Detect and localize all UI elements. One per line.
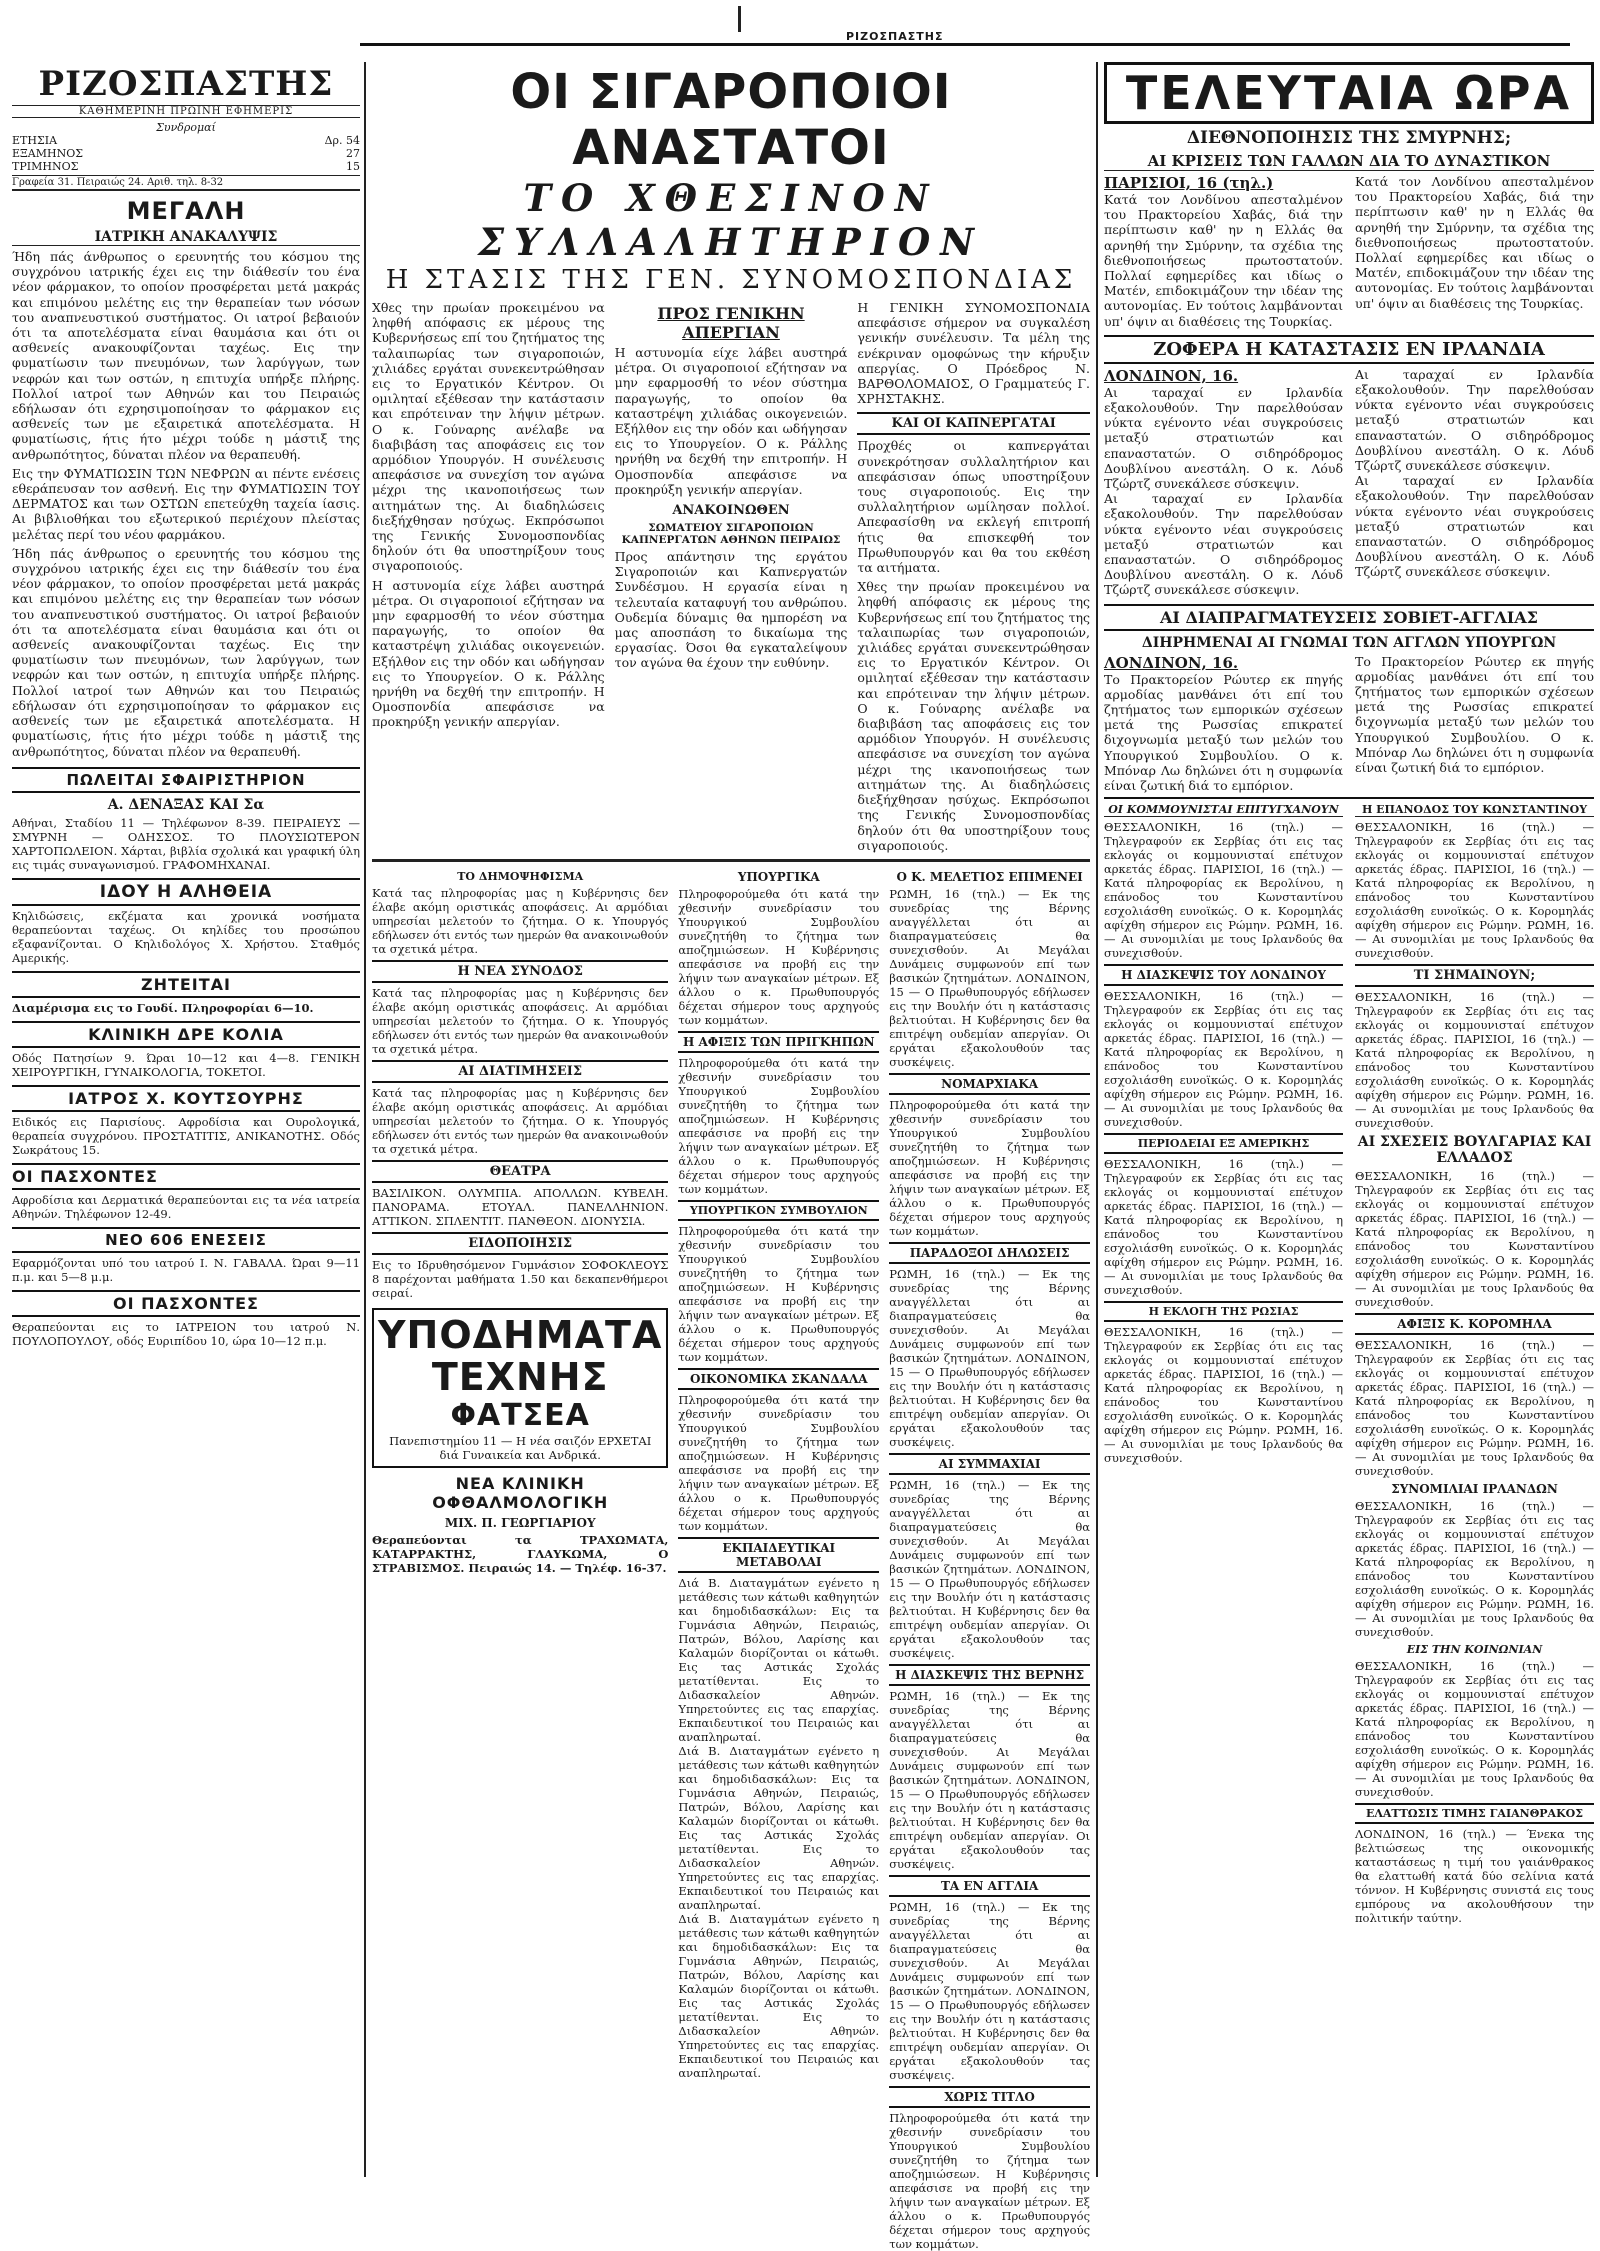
- right-column: [1104, 62, 1594, 2177]
- article-body: Εις την ΦΥΜΑΤΙΩΣΙΝ ΤΩΝ ΝΕΦΡΩΝ αι πέντε ενέσεις εθεράπευσαν τον ασθενή. Εις την ΦΥΜΑΤΙΩΣΙΝ ΤΟΥ ΔΕΡΜΑΤΟΣ και των ΟΣΤΩΝ επετεύχθη ταχεία ίασις. Αι βιβλιοθήκαι του εξωτερικού περιέχουν πλείστας μελέτας περί του νέου φαρμάκου.: [12, 465, 360, 542]
- subscription-row: ΕΞΑΜΗΝΟΣ 27: [12, 147, 360, 160]
- subscription-box: [12, 121, 360, 191]
- latest-news-banner: ΤΕΛΕΥΤΑΙΑ ΩΡΑ: [1104, 62, 1594, 124]
- running-head-bar: [360, 30, 1570, 44]
- ad-body: Ειδικός εις Παρισίους. Αφροδίσια και Ουρολογικά, θεραπεία συγχρόνου. ΠΡΟΣΤΑΤΙΤΙΣ, ΑΝΙΚΑΝΟΤΗΣ. Οδός Σωκράτους 15.: [12, 1114, 360, 1157]
- section-headline: ΑΙ ΣΧΕΣΕΙΣ ΒΟΥΛΓΑΡΙΑΣ ΚΑΙ ΕΛΛΑΔΟΣ: [1357, 1134, 1592, 1167]
- article-body: ΘΕΣΣΑΛΟΝΙΚΗ, 16 (τηλ.) — Τηλεγραφούν εκ Σερβίας ότι εις τας εκλογάς οι κομμουνισταί επέτυχον αρκετάς έδρας. ΠΑΡΙΣΙΟΙ, 16 (τηλ.) — Κατά πληροφορίας εκ Βερολίνου, η επάνοδος του Κωνσταντίνου εσχολιάσθη ευνοϊκώς. Ο κ. Κορομηλάς αφίχθη σήμερον εις Ρώμην. ΡΩΜΗ, 16. — Αι συνομιλίαι με τους Ιρλανδούς θα συνεχισθούν.: [1104, 1325, 1343, 1466]
- article-body: Κατά τας πληροφορίας μας η Κυβέρνησις δεν έλαβε ακόμη οριστικάς αποφάσεις. Αι αρμόδιαι υπηρεσίαι μελετούν το ζήτημα. Ο κ. Υπουργός εδήλωσεν ότι εντός των ημερών θα ανακοινωθούν τα σχετικά μέτρα.: [372, 985, 669, 1056]
- article-body: Αι ταραχαί εν Ιρλανδία εξακολουθούν. Την παρελθούσαν νύκτα εγένοντο νέαι συγκρούσεις μεταξύ στρατιωτών και επαναστατών. Ο σιδηρόδρομος Δουβλίνου ανεστάλη. Ο κ. Λόυδ Τζώρτζ συνεκάλεσε σύσκεψιν.: [1104, 384, 1343, 492]
- article-body: ΘΕΣΣΑΛΟΝΙΚΗ, 16 (τηλ.) — Τηλεγραφούν εκ Σερβίας ότι εις τας εκλογάς οι κομμουνισταί επέτυχον αρκετάς έδρας. ΠΑΡΙΣΙΟΙ, 16 (τηλ.) — Κατά πληροφορίας εκ Βερολίνου, η επάνοδος του Κωνσταντίνου εσχολιάσθη ευνοϊκώς. Ο κ. Κορομηλάς αφίχθη σήμερον εις Ρώμην. ΡΩΜΗ, 16. — Αι συνομιλίαι με τους Ιρλανδούς θα συνεχισθούν.: [1355, 1659, 1594, 1800]
- ad-headline: ΠΩΛΕΙΤΑΙ ΣΦΑΙΡΙΣΤΗΡΙΟΝ: [12, 767, 360, 793]
- section-subheadline: ΣΩΜΑΤΕΙΟΥ ΣΙΓΑΡΟΠΟΙΩΝ ΚΑΠΝΕΡΓΑΤΩΝ ΑΘΗΝΩΝ ΠΕΙΡΑΙΩΣ: [621, 522, 841, 547]
- article-body: Χθες την πρωίαν προκειμένου να ληφθή απόφασις εκ μέρους της Κυβερνήσεως επί του ζητήματος της ταλαιπωρίας των σιγαροποιών, χιλιάδες εργάται συνεκεντρώθησαν εις το Εργατικόν Κέντρον. Οι ομιληταί εξέθεσαν την κατάστασιν και επρότειναν την λήψιν μέτρων. Ο κ. Γούναρης ανέλαβε να διαβιβάση τας αποφάσεις εις τον αρμόδιον Υπουργόν. Η συνέλευσις απεφάσισε να συνεχίση τον αγώνα μέχρι της ικανοποιήσεως των αιτημάτων της. Αι διαδηλώσεις διεξήχθησαν ησύχως. Εκπρόσωποι της Γενικής Συνομοσπονδίας δηλούν ότι θα υποστηρίξουν τους σιγαροποιούς.: [857, 579, 1091, 853]
- article-body: ΘΕΣΣΑΛΟΝΙΚΗ, 16 (τηλ.) — Τηλεγραφούν εκ Σερβίας ότι εις τας εκλογάς οι κομμουνισταί επέτυχον αρκετάς έδρας. ΠΑΡΙΣΙΟΙ, 16 (τηλ.) — Κατά πληροφορίας εκ Βερολίνου, η επάνοδος του Κωνσταντίνου εσχολιάσθη ευνοϊκώς. Ο κ. Κορομηλάς αφίχθη σήμερον εις Ρώμην. ΡΩΜΗ, 16. — Αι συνομιλίαι με τους Ιρλανδούς θα συνεχισθούν.: [1355, 1169, 1594, 1310]
- article-body: Πληροφορούμεθα ότι κατά την χθεσινήν συνεδρίασιν του Υπουργικού Συμβουλίου συνεζητήθη το ζήτημα των αποζημιώσεων. Η Κυβέρνησις απεφάσισε να προβή εις την λήψιν των αναγκαίων μέτρων. Εξ άλλου ο κ. Πρωθυπουργός δέχεται σήμερον τους αρχηγούς των κομμάτων.: [889, 1097, 1091, 1238]
- section-divider: [372, 859, 1090, 862]
- center-column: [372, 62, 1091, 2251]
- article-headline: ΜΕΓΑΛΗ: [126, 197, 246, 225]
- ad-headline: ΟΙ ΠΑΣΧΟΝΤΕΣ: [12, 1163, 360, 1190]
- section-headline: ΥΠΟΥΡΓΙΚΟΝ ΣΥΜΒΟΥΛΙΟΝ: [678, 1200, 879, 1221]
- theatre-listing: ΒΑΣΙΛΙΚΟΝ. ΟΛΥΜΠΙΑ. ΑΠΟΛΛΩΝ. ΚΥΒΕΛΗ. ΠΑΝΟΡΑΜΑ. ΕΤΟΥΑΛ. ΠΑΝΕΛΛΗΝΙΟΝ. ΑΤΤΙΚΟΝ. ΣΠΛΕΝΤΙΤ. ΠΑΝΘΕΟΝ. ΔΙΟΝΥΣΙΑ.: [372, 1185, 669, 1228]
- subscription-row: ΤΡΙΜΗΝΟΣ 15: [12, 160, 360, 173]
- ad-headline: ΟΙ ΠΑΣΧΟΝΤΕΣ: [12, 1290, 360, 1317]
- ad-headline: ΝΕΟ 606 ΕΝΕΣΕΙΣ: [12, 1227, 360, 1253]
- section-headline: ΧΩΡΙΣ ΤΙΤΛΟ: [889, 2086, 1090, 2108]
- bottom-news-columns: [1104, 797, 1594, 1925]
- section-headline: ΟΙ ΚΟΜΜΟΥΝΙΣΤΑΙ ΕΠΙΤΥΓΧΑΝΟΥΝ: [1104, 803, 1343, 817]
- ad-headline: ΦΑΤΣΕΑ: [450, 1397, 590, 1433]
- ad-headline: ΙΑΤΡΟΣ Χ. ΚΟΥΤΣΟΥΡΗΣ: [12, 1085, 360, 1112]
- ad-body: Διαμέρισμα εις το Γουδί. Πληροφορίαι 6—10.: [12, 1000, 314, 1015]
- ad-body: Κηλιδώσεις, εκζέματα και χρονικά νοσήματα θεραπεύονται ταχέως. Οι κηλίδες του προσώπου εξαφανίζονται. Ο Κηλιδολόγος Χ. Χρήστου. Σταθμός Αμερικής.: [12, 908, 360, 965]
- section-headline: ΤΙ ΣΗΜΑΙΝΟΥΝ;: [1355, 964, 1594, 987]
- ad-body: Αφροδίσια και Δερματικά θεραπεύονται εις τα νέα ιατρεία Αθηνών. Τηλέφωνον 12-49.: [12, 1192, 360, 1221]
- article-body: Κατά τας πληροφορίας μας η Κυβέρνησις δεν έλαβε ακόμη οριστικάς αποφάσεις. Αι αρμόδιαι υπηρεσίαι μελετούν το ζήτημα. Ο κ. Υπουργός εδήλωσεν ότι εντός των ημερών θα ανακοινωθούν τα σχετικά μέτρα.: [372, 1085, 669, 1156]
- shoe-advertisement: [372, 1308, 668, 1468]
- section-subheadline: ΑΙ ΚΡΙΣΕΙΣ ΤΩΝ ΓΑΛΛΩΝ ΔΙΑ ΤΟ ΔΥΝΑΣΤΙΚΟΝ: [1104, 152, 1594, 171]
- newspaper-logo: ΡΙΖΟΣΠΑΣΤΗΣ: [38, 64, 334, 104]
- article-body: Η αστυνομία είχε λάβει αυστηρά μέτρα. Οι σιγαροποιοί εζήτησαν να μην εφαρμοσθή το νέον σύστημα παραγωγής, το οποίον θα καταστρέψη χιλιάδας οικογενειών. Εξήλθον εις την οδόν και ωδήγησαν εις το Υπουργείον. Ο κ. Ράλλης ηρνήθη να δεχθή την επιτροπήν. Η Ομοσπονδία απεφάσισε να προκηρύξη γενικήν απεργίαν.: [372, 577, 605, 730]
- article-body: ΘΕΣΣΑΛΟΝΙΚΗ, 16 (τηλ.) — Τηλεγραφούν εκ Σερβίας ότι εις τας εκλογάς οι κομμουνισταί επέτυχον αρκετάς έδρας. ΠΑΡΙΣΙΟΙ, 16 (τηλ.) — Κατά πληροφορίας εκ Βερολίνου, η επάνοδος του Κωνσταντίνου εσχολιάσθη ευνοϊκώς. Ο κ. Κορομηλάς αφίχθη σήμερον εις Ρώμην. ΡΩΜΗ, 16. — Αι συνομιλίαι με τους Ιρλανδούς θα συνεχισθούν.: [1104, 820, 1343, 961]
- section-headline: ΔΙΕΘΝΟΠΟΙΗΣΙΣ ΤΗΣ ΣΜΥΡΝΗΣ;: [1186, 128, 1512, 148]
- section-headline: ΝΟΜΑΡΧΙΑΚΑ: [889, 1073, 1090, 1095]
- news-columns: [372, 866, 1090, 2251]
- section-headline: Η ΔΙΑΣΚΕΨΙΣ ΤΗΣ ΒΕΡΝΗΣ: [889, 1664, 1090, 1686]
- ad-body: Εφαρμόζονται υπό του ιατρού Ι. Ν. ΓΑΒΑΛΑ. Ώραι 9—11 π.μ. και 5—8 μ.μ.: [12, 1255, 360, 1284]
- main-headline: ΟΙ ΣΙΓΑΡΟΠΟΙΟΙ ΑΝΑΣΤΑΤΟΙ: [510, 64, 952, 176]
- section-headline: ΑΙ ΣΥΜΜΑΧΙΑΙ: [889, 1453, 1090, 1475]
- page-top-mark: [738, 6, 741, 32]
- ad-body: Οδός Πατησίων 9. Ώραι 10—12 και 4—8. ΓΕΝΙΚΗ ΧΕΙΡΟΥΡΓΙΚΗ, ΓΥΝΑΙΚΟΛΟΓΙΑ, ΤΟΚΕΤΟΙ.: [12, 1050, 360, 1079]
- dateline: ΛΟΝΔΙΝΟΝ, 16.: [1104, 366, 1239, 385]
- section-headline: Ο Κ. ΜΕΛΕΤΙΟΣ ΕΠΙΜΕΝΕΙ: [896, 869, 1083, 884]
- article-body: Εις το Ιδρυθησόμενον Γυμνάσιον ΣΟΦΟΚΛΕΟΥΣ 8 παρέχονται μαθήματα 1.50 και δεκαπενθήμεροι σειραί.: [372, 1257, 669, 1300]
- section-headline: ΣΥΝΟΜΙΛΙΑΙ ΙΡΛΑΝΔΩΝ: [1391, 1482, 1558, 1497]
- article-body: Ήδη πάς άνθρωπος ο ερευνητής του κόσμου της συγχρόνου ιατρικής έχει εις την διάθεσίν του ένα νέον φάρμακον, το οποίον προσφέρεται μετά μακράς και επιμόνου μελέτης εις την θεραπείαν των νόσων του αναπνευστικού συστήματος. Οι ιατροί βεβαιούν ότι τα αποτελέσματα είναι θαυμάσια και ότι οι ασθενείς ανακουφίζονται ταχέως. Εις την φυματίωσιν των πνευμόνων, των λαρύγγων, των νεφρών και των οστών, η επιτυχία υπήρξε πλήρης. Πολλοί ιατροί των Αθηνών και του Πειραιώς εδήλωσαν ότι εχρησιμοποίησαν το φάρμακον εις ασθενείς των με εξαιρετικά αποτελέσματα. Η φυματίωσις, ήτις ήτο μέχρι τούδε η μάστιξ της ανθρωπότητος, δύναται πλέον να θεραπευθή.: [12, 249, 360, 462]
- article-body: Πληροφορούμεθα ότι κατά την χθεσινήν συνεδρίασιν του Υπουργικού Συμβουλίου συνεζητήθη το ζήτημα των αποζημιώσεων. Η Κυβέρνησις απεφάσισε να προβή εις την λήψιν των αναγκαίων μέτρων. Εξ άλλου ο κ. Πρωθυπουργός δέχεται σήμερον τους αρχηγούς των κομμάτων.: [678, 1223, 880, 1364]
- section-headline: ΠΑΡΑΔΟΞΟΙ ΔΗΛΩΣΕΙΣ: [889, 1242, 1090, 1264]
- article-body: Αι ταραχαί εν Ιρλανδία εξακολουθούν. Την παρελθούσαν νύκτα εγένοντο νέαι συγκρούσεις μεταξύ στρατιωτών και επαναστατών. Ο σιδηρόδρομος Δουβλίνου ανεστάλη. Ο κ. Λόυδ Τζώρτζ συνεκάλεσε σύσκεψιν.: [1104, 491, 1343, 598]
- section-headline: ΕΛΑΤΤΩΣΙΣ ΤΙΜΗΣ ΓΑΙΑΝΘΡΑΚΟΣ: [1355, 1803, 1594, 1824]
- section-headline: ΑΦΙΞΙΣ Κ. ΚΟΡΟΜΗΛΑ: [1355, 1313, 1594, 1335]
- section-headline: ΠΕΡΙΟΔΕΙΑΙ ΕΞ ΑΜΕΡΙΚΗΣ: [1104, 1133, 1343, 1154]
- article-body: Προς απάντησιν της εργάτου Σιγαροποιών και Καπνεργατών Συνδέσμου. Η εργασία είναι η τελευταία καταφυγή του ανθρώπου. Ουδεμία δύναμις θα ημπορέση να μας αποσπάση το δικαίωμα της εργασίας. Όσοι θα εγκαταλείψουν τον αγώνα θα έχουν την ευθύνην.: [614, 549, 848, 671]
- article-body: Το Πρακτορείον Ρώυτερ εκ πηγής αρμοδίας μανθάνει ότι επί του ζητήματος των εμπορικών σχέσεων μετά της Ρωσσίας επικρατεί διχογνωμία μεταξύ των μελών του Υπουργικού Συμβουλίου. Ο κ. Μπόναρ Λω δηλώνει ότι η συμφωνία είναι ζωτική διά το εμπόριον.: [1355, 653, 1594, 776]
- subscription-row: ΕΤΗΣΙΑ Δρ. 54: [12, 134, 360, 147]
- article-body: ΘΕΣΣΑΛΟΝΙΚΗ, 16 (τηλ.) — Τηλεγραφούν εκ Σερβίας ότι εις τας εκλογάς οι κομμουνισταί επέτυχον αρκετάς έδρας. ΠΑΡΙΣΙΟΙ, 16 (τηλ.) — Κατά πληροφορίας εκ Βερολίνου, η επάνοδος του Κωνσταντίνου εσχολιάσθη ευνοϊκώς. Ο κ. Κορομηλάς αφίχθη σήμερον εις Ρώμην. ΡΩΜΗ, 16. — Αι συνομιλίαι με τους Ιρλανδούς θα συνεχισθούν.: [1104, 1157, 1343, 1298]
- running-head: ΡΙΖΟΣΠΑΣΤΗΣ: [840, 30, 949, 43]
- section-headline: ΑΙ ΔΙΑΠΡΑΓΜΑΤΕΥΣΕΙΣ ΣΟΒΙΕΤ-ΑΓΓΛΙΑΣ: [1104, 604, 1594, 631]
- office-address: Γραφεία 31. Πειραιώς 24. Αριθ. τηλ. 8-32: [12, 175, 360, 191]
- ad-subheadline: Α. ΔΕΝΑΞΑΣ ΚΑΙ Σα: [107, 796, 265, 813]
- article-body: Πληροφορούμεθα ότι κατά την χθεσινήν συνεδρίασιν του Υπουργικού Συμβουλίου συνεζητήθη το ζήτημα των αποζημιώσεων. Η Κυβέρνησις απεφάσισε να προβή εις την λήψιν των αναγκαίων μέτρων. Εξ άλλου ο κ. Πρωθυπουργός δέχεται σήμερον τους αρχηγούς των κομμάτων.: [889, 2110, 1091, 2251]
- ad-body: Πανεπιστημίου 11 — Η νέα σαιζόν ΕΡΧΕΤΑΙ διά Γυναικεία και Ανδρικά.: [389, 1433, 652, 1462]
- ad-body: Θεραπεύονται τα ΤΡΑΧΩΜΑΤΑ, ΚΑΤΑΡΡΑΚΤΗΣ, ΓΛΑΥΚΩΜΑ, Ο ΣΤΡΑΒΙΣΜΟΣ. Πειραιώς 14. — Τηλέφ. 16-37.: [372, 1532, 669, 1575]
- article-body: ΡΩΜΗ, 16 (τηλ.) — Εκ της συνεδρίας της Βέρνης αναγγέλλεται ότι αι διαπραγματεύσεις θα συνεχισθούν. Αι Μεγάλαι Δυνάμεις συμφωνούν επί των βασικών ζητημάτων. ΛΟΝΔΙΝΟΝ, 15 — Ο Πρωθυπουργός εδήλωσεν εις την Βουλήν ότι η κατάστασις βελτιούται. Η Κυβέρνησις δεν θα επιτρέψη ουδεμίαν απεργίαν. Οι εργάται εξακολουθούν τας συσκέψεις.: [889, 1688, 1091, 1871]
- section-headline: Η ΔΙΑΣΚΕΨΙΣ ΤΟΥ ΛΟΝΔΙΝΟΥ: [1104, 964, 1343, 986]
- article-body: ΘΕΣΣΑΛΟΝΙΚΗ, 16 (τηλ.) — Τηλεγραφούν εκ Σερβίας ότι εις τας εκλογάς οι κομμουνισταί επέτυχον αρκετάς έδρας. ΠΑΡΙΣΙΟΙ, 16 (τηλ.) — Κατά πληροφορίας εκ Βερολίνου, η επάνοδος του Κωνσταντίνου εσχολιάσθη ευνοϊκώς. Ο κ. Κορομηλάς αφίχθη σήμερον εις Ρώμην. ΡΩΜΗ, 16. — Αι συνομιλίαι με τους Ιρλανδούς θα συνεχισθούν.: [1355, 990, 1594, 1131]
- section-headline: ΤΟ ΔΗΜΟΨΗΦΙΣΜΑ: [457, 869, 584, 883]
- article-body: ΡΩΜΗ, 16 (τηλ.) — Εκ της συνεδρίας της Βέρνης αναγγέλλεται ότι αι διαπραγματεύσεις θα συνεχισθούν. Αι Μεγάλαι Δυνάμεις συμφωνούν επί των βασικών ζητημάτων. ΛΟΝΔΙΝΟΝ, 15 — Ο Πρωθυπουργός εδήλωσεν εις την Βουλήν ότι η κατάστασις βελτιούται. Η Κυβέρνησις δεν θα επιτρέψη ουδεμίαν απεργίαν. Οι εργάται εξακολουθούν τας συσκέψεις.: [889, 1477, 1091, 1660]
- article-body: Ήδη πάς άνθρωπος ο ερευνητής του κόσμου της συγχρόνου ιατρικής έχει εις την διάθεσίν του ένα νέον φάρμακον, το οποίον προσφέρεται μετά μακράς και επιμόνου μελέτης εις την θεραπείαν των νόσων του αναπνευστικού συστήματος. Οι ιατροί βεβαιούν ότι τα αποτελέσματα είναι θαυμάσια και ότι οι ασθενείς ανακουφίζονται ταχέως. Εις την φυματίωσιν των πνευμόνων, των λαρύγγων, των νεφρών και των οστών, η επιτυχία υπήρξε πλήρης. Πολλοί ιατροί των Αθηνών και του Πειραιώς εδήλωσαν ότι εχρησιμοποίησαν το φάρμακον εις ασθενείς των με εξαιρετικά αποτελέσματα. Η φυματίωσις, ήτις ήτο μέχρι τούδε η μάστιξ της ανθρωπότητος, δύναται πλέον να θεραπευθή.: [12, 545, 360, 759]
- article-body: Προχθές οι καπνεργάται συνεκρότησαν συλλαλητήριον και απεφάσισαν όπως υποστηρίξουν τους σιγαροποιούς. Εις την συλλαλητήριον ωμίλησαν πολλοί. Απεφασίσθη να εκλεγή επιτροπή ήτις θα επισκεφθή τον Πρωθυπουργόν και θα του εκθέση τα αιτήματα.: [857, 438, 1091, 576]
- section-headline: ΕΙΔΟΠΟΙΗΣΙΣ: [372, 1232, 668, 1255]
- article-body: Η ΓΕΝΙΚΗ ΣΥΝΟΜΟΣΠΟΝΔΙΑ απεφάσισε σήμερον να συγκαλέση γενικήν συνέλευσιν. Τα μέλη της ενέκριναν ομοφώνως την κήρυξιν απεργίας. Ο Πρόεδρος Ν. ΒΑΡΘΟΛΟΜΑΙΟΣ, Ο Γραμματεύς Γ. ΧΡΗΣΤΑΚΗΣ.: [857, 300, 1091, 407]
- soviet-columns: [1104, 654, 1594, 794]
- article-body: Αι ταραχαί εν Ιρλανδία εξακολουθούν. Την παρελθούσαν νύκτα εγένοντο νέαι συγκρούσεις μεταξύ στρατιωτών και επαναστατών. Ο σιδηρόδρομος Δουβλίνου ανεστάλη. Ο κ. Λόυδ Τζώρτζ συνεκάλεσε σύσκεψιν.: [1355, 366, 1594, 474]
- main-subheadline-2: Η ΣΤΑΣΙΣ ΤΗΣ ΓΕΝ. ΣΥΝΟΜΟΣΠΟΝΔΙΑΣ: [385, 265, 1077, 295]
- section-headline: ΚΑΙ ΟΙ ΚΑΠΝΕΡΓΑΤΑΙ: [857, 412, 1090, 435]
- article-body: Κατά τον Λονδίνου απεσταλμένον του Πρακτορείου Χαβάς, διά την περίπτωσιν καθ' ην η Ελλάς θα αρνηθή την Σμύρνην, τα σχέδια της διεθνοποιήσεως πρωτοστατούν. Πολλαί εφημερίδες και ιδίως ο Ματέν, επιδοκιμάζουν την ιδέαν της αυτονομίας. Εν τούτοις λαμβάνονται υπ' όψιν αι διαθέσεις της Τουρκίας.: [1355, 174, 1594, 311]
- section-headline: Η ΝΕΑ ΣΥΝΟΔΟΣ: [372, 960, 668, 983]
- article-body: ΘΕΣΣΑΛΟΝΙΚΗ, 16 (τηλ.) — Τηλεγραφούν εκ Σερβίας ότι εις τας εκλογάς οι κομμουνισταί επέτυχον αρκετάς έδρας. ΠΑΡΙΣΙΟΙ, 16 (τηλ.) — Κατά πληροφορίας εκ Βερολίνου, η επάνοδος του Κωνσταντίνου εσχολιάσθη ευνοϊκώς. Ο κ. Κορομηλάς αφίχθη σήμερον εις Ρώμην. ΡΩΜΗ, 16. — Αι συνομιλίαι με τους Ιρλανδούς θα συνεχισθούν.: [1355, 1338, 1594, 1479]
- ad-headline: ΖΗΤΕΙΤΑΙ: [12, 971, 360, 998]
- column-rule-2: [1096, 62, 1098, 2177]
- article-body: Πληροφορούμεθα ότι κατά την χθεσινήν συνεδρίασιν του Υπουργικού Συμβουλίου συνεζητήθη το ζήτημα των αποζημιώσεων. Η Κυβέρνησις απεφάσισε να προβή εις την λήψιν των αναγκαίων μέτρων. Εξ άλλου ο κ. Πρωθυπουργός δέχεται σήμερον τους αρχηγούς των κομμάτων.: [678, 1055, 880, 1196]
- article-body: Διά Β. Διαταγμάτων εγένετο η μετάθεσις των κάτωθι καθηγητών και δημοδιδασκάλων: Εις τα Γυμνάσια Αθηνών, Πειραιώς, Πατρών, Βόλου, Λαρίσης και Καλαμών διορίζονται οι κάτωθι. Εις τας Αστικάς Σχολάς μετατίθενται. Εις το Διδασκαλείον Αθηνών. Υπηρετούντες εις τας επαρχίας. Εκπαιδευτικοί του Πειραιώς και αναπληρωταί.: [678, 1575, 880, 1744]
- article-body: Κατά τας πληροφορίας μας η Κυβέρνησις δεν έλαβε ακόμη οριστικάς αποφάσεις. Αι αρμόδιαι υπηρεσίαι μελετούν το ζήτημα. Ο κ. Υπουργός εδήλωσεν ότι εντός των ημερών θα ανακοινωθούν τα σχετικά μέτρα.: [372, 885, 669, 956]
- article-body: ΘΕΣΣΑΛΟΝΙΚΗ, 16 (τηλ.) — Τηλεγραφούν εκ Σερβίας ότι εις τας εκλογάς οι κομμουνισταί επέτυχον αρκετάς έδρας. ΠΑΡΙΣΙΟΙ, 16 (τηλ.) — Κατά πληροφορίας εκ Βερολίνου, η επάνοδος του Κωνσταντίνου εσχολιάσθη ευνοϊκώς. Ο κ. Κορομηλάς αφίχθη σήμερον εις Ρώμην. ΡΩΜΗ, 16. — Αι συνομιλίαι με τους Ιρλανδούς θα συνεχισθούν.: [1104, 989, 1343, 1130]
- left-column: [12, 62, 360, 2177]
- article-body: ΡΩΜΗ, 16 (τηλ.) — Εκ της συνεδρίας της Βέρνης αναγγέλλεται ότι αι διαπραγματεύσεις θα συνεχισθούν. Αι Μεγάλαι Δυνάμεις συμφωνούν επί των βασικών ζητημάτων. ΛΟΝΔΙΝΟΝ, 15 — Ο Πρωθυπουργός εδήλωσεν εις την Βουλήν ότι η κατάστασις βελτιούται. Η Κυβέρνησις δεν θα επιτρέψη ουδεμίαν απεργίαν. Οι εργάται εξακολουθούν τας συσκέψεις.: [889, 886, 1091, 1069]
- dateline: ΛΟΝΔΙΝΟΝ, 16.: [1104, 653, 1239, 672]
- article-body: Πληροφορούμεθα ότι κατά την χθεσινήν συνεδρίασιν του Υπουργικού Συμβουλίου συνεζητήθη το ζήτημα των αποζημιώσεων. Η Κυβέρνησις απεφάσισε να προβή εις την λήψιν των αναγκαίων μέτρων. Εξ άλλου ο κ. Πρωθυπουργός δέχεται σήμερον τους αρχηγούς των κομμάτων.: [678, 886, 880, 1027]
- article-body: Χθες την πρωίαν προκειμένου να ληφθή απόφασις εκ μέρους της Κυβερνήσεως επί του ζητήματος της ταλαιπωρίας των σιγαροποιών, χιλιάδες εργάται συνεκεντρώθησαν εις το Εργατικόν Κέντρον. Οι ομιληταί εξέθεσαν την κατάστασιν και επρότειναν την λήψιν μέτρων. Ο κ. Γούναρης ανέλαβε να διαβιβάση τας αποφάσεις εις τον αρμόδιον Υπουργόν. Η συνέλευσις απεφάσισε να συνεχίση τον αγώνα μέχρι της ικανοποιήσεως των αιτημάτων της. Αι διαδηλώσεις διεξήχθησαν ησύχως. Εκπρόσωποι της Γενικής Συνομοσπονδίας δηλούν ότι θα υποστηρίξουν τους σιγαροποιούς.: [372, 300, 605, 574]
- section-headline: ΟΙΚΟΝΟΜΙΚΑ ΣΚΑΝΔΑΛΑ: [678, 1368, 879, 1390]
- article-body: Κατά τον Λονδίνου απεσταλμένον του Πρακτορείου Χαβάς, διά την περίπτωσιν καθ' ην η Ελλάς θα αρνηθή την Σμύρνην, τα σχέδια της διεθνοποιήσεως πρωτοστατούν. Πολλαί εφημερίδες και ιδίως ο Ματέν, επιδοκιμάζουν την ιδέαν της αυτονομίας. Εν τούτοις λαμβάνονται υπ' όψιν αι διαθέσεις της Τουρκίας.: [1104, 192, 1343, 329]
- article-body: Διά Β. Διαταγμάτων εγένετο η μετάθεσις των κάτωθι καθηγητών και δημοδιδασκάλων: Εις τα Γυμνάσια Αθηνών, Πειραιώς, Πατρών, Βόλου, Λαρίσης και Καλαμών διορίζονται οι κάτωθι. Εις τας Αστικάς Σχολάς μετατίθενται. Εις το Διδασκαλείον Αθηνών. Υπηρετούντες εις τας επαρχίας. Εκπαιδευτικοί του Πειραιώς και αναπληρωταί.: [678, 1743, 880, 1912]
- lead-story-columns: [372, 300, 1090, 853]
- article-body: ΘΕΣΣΑΛΟΝΙΚΗ, 16 (τηλ.) — Τηλεγραφούν εκ Σερβίας ότι εις τας εκλογάς οι κομμουνισταί επέτυχον αρκετάς έδρας. ΠΑΡΙΣΙΟΙ, 16 (τηλ.) — Κατά πληροφορίας εκ Βερολίνου, η επάνοδος του Κωνσταντίνου εσχολιάσθη ευνοϊκώς. Ο κ. Κορομηλάς αφίχθη σήμερον εις Ρώμην. ΡΩΜΗ, 16. — Αι συνομιλίαι με τους Ιρλανδούς θα συνεχισθούν.: [1355, 820, 1594, 961]
- ad-headline: ΝΕΑ ΚΛΙΝΙΚΗ ΟΦΘΑΛΜΟΛΟΓΙΚΗ: [432, 1473, 609, 1512]
- article-body: Το Πρακτορείον Ρώυτερ εκ πηγής αρμοδίας μανθάνει ότι επί του ζητήματος των εμπορικών σχέσεων μετά της Ρωσσίας επικρατεί διχογνωμία μεταξύ των μελών του Υπουργικού Συμβουλίου. Ο κ. Μπόναρ Λω δηλώνει ότι η συμφωνία είναι ζωτική διά το εμπόριον.: [1104, 671, 1343, 794]
- section-headline: ΑΙ ΔΙΑΤΙΜΗΣΕΙΣ: [372, 1060, 668, 1083]
- main-subheadline: ΤΟ ΧΘΕΣΙΝΟΝ ΣΥΛΛΑΛΗΤΗΡΙΟΝ: [477, 176, 985, 264]
- section-headline: Η ΕΚΛΟΓΗ ΤΗΣ ΡΩΣΙΑΣ: [1104, 1301, 1343, 1322]
- ad-headline: ΚΛΙΝΙΚΗ ΔΡΕ ΚΟΛΙΑ: [12, 1021, 360, 1048]
- article-body: ΘΕΣΣΑΛΟΝΙΚΗ, 16 (τηλ.) — Τηλεγραφούν εκ Σερβίας ότι εις τας εκλογάς οι κομμουνισταί επέτυχον αρκετάς έδρας. ΠΑΡΙΣΙΟΙ, 16 (τηλ.) — Κατά πληροφορίας εκ Βερολίνου, η επάνοδος του Κωνσταντίνου εσχολιάσθη ευνοϊκώς. Ο κ. Κορομηλάς αφίχθη σήμερον εις Ρώμην. ΡΩΜΗ, 16. — Αι συνομιλίαι με τους Ιρλανδούς θα συνεχισθούν.: [1355, 1499, 1594, 1640]
- ireland-columns: [1104, 367, 1594, 598]
- ad-headline: ΤΕΧΝΗΣ: [431, 1354, 609, 1399]
- subscription-label: Συνδρομαί: [156, 121, 216, 134]
- section-headline: ΠΡΟΣ ΓΕΝΙΚΗΝ ΑΠΕΡΓΙΑΝ: [657, 304, 805, 342]
- article-body: ΡΩΜΗ, 16 (τηλ.) — Εκ της συνεδρίας της Βέρνης αναγγέλλεται ότι αι διαπραγματεύσεις θα συνεχισθούν. Αι Μεγάλαι Δυνάμεις συμφωνούν επί των βασικών ζητημάτων. ΛΟΝΔΙΝΟΝ, 15 — Ο Πρωθυπουργός εδήλωσεν εις την Βουλήν ότι η κατάστασις βελτιούται. Η Κυβέρνησις δεν θα επιτρέψη ουδεμίαν απεργίαν. Οι εργάται εξακολουθούν τας συσκέψεις.: [889, 1899, 1091, 2082]
- ad-subheadline: ΜΙΧ. Π. ΓΕΩΡΓΙΑΡΙΟΥ: [444, 1515, 596, 1530]
- column-rule-1: [364, 62, 366, 2177]
- dateline: ΠΑΡΙΣΙΟΙ, 16 (τηλ.): [1104, 174, 1274, 192]
- article-body: Αι ταραχαί εν Ιρλανδία εξακολουθούν. Την παρελθούσαν νύκτα εγένοντο νέαι συγκρούσεις μεταξύ στρατιωτών και επαναστατών. Ο σιδηρόδρομος Δουβλίνου ανεστάλη. Ο κ. Λόυδ Τζώρτζ συνεκάλεσε σύσκεψιν.: [1355, 473, 1594, 580]
- article-body: ΡΩΜΗ, 16 (τηλ.) — Εκ της συνεδρίας της Βέρνης αναγγέλλεται ότι αι διαπραγματεύσεις θα συνεχισθούν. Αι Μεγάλαι Δυνάμεις συμφωνούν επί των βασικών ζητημάτων. ΛΟΝΔΙΝΟΝ, 15 — Ο Πρωθυπουργός εδήλωσεν εις την Βουλήν ότι η κατάστασις βελτιούται. Η Κυβέρνησις δεν θα επιτρέψη ουδεμίαν απεργίαν. Οι εργάται εξακολουθούν τας συσκέψεις.: [889, 1266, 1091, 1449]
- article-body: ΛΟΝΔΙΝΟΝ, 16 (τηλ.) — Ένεκα της βελτιώσεως της οικονομικής καταστάσεως η τιμή του γαιάνθρακος θα ελαττωθή κατά δύο σελίνια κατά τόννον. Η Κυβέρνησις συνιστά εις τους εμπόρους να ακολουθήσουν την πολιτικήν ταύτην.: [1355, 1827, 1594, 1926]
- section-headline: ΖΟΦΕΡΑ Η ΚΑΤΑΣΤΑΣΙΣ ΕΝ ΙΡΛΑΝΔΙΑ: [1104, 335, 1594, 364]
- ad-body: Θεραπεύονται εις το ΙΑΤΡΕΙΟΝ του ιατρού Ν. ΠΟΥΛΟΠΟΥΛΟΥ, οδός Ευριπίδου 10, ώρα 10—12 π.μ.: [12, 1319, 360, 1348]
- newspaper-tagline: ΚΑΘΗΜΕΡΙΝΗ ΠΡΩΙΝΗ ΕΦΗΜΕΡΙΣ: [12, 105, 360, 118]
- section-headline: ΕΚΠΑΙΔΕΥΤΙΚΑΙ ΜΕΤΑΒΟΛΑΙ: [678, 1537, 879, 1573]
- section-headline: ΑΝΑΚΟΙΝΩΘΕΝ: [672, 503, 790, 519]
- section-headline: ΘΕΑΤΡΑ: [372, 1160, 668, 1183]
- section-headline: ΕΙΣ ΤΗΝ ΚΟΙΝΩΝΙΑΝ: [1406, 1643, 1543, 1657]
- section-headline: ΥΠΟΥΡΓΙΚΑ: [737, 869, 820, 884]
- section-headline: Η ΑΦΙΞΙΣ ΤΩΝ ΠΡΙΓΚΗΠΩΝ: [678, 1031, 879, 1053]
- article-subheadline: ΙΑΤΡΙΚΗ ΑΝΑΚΑΛΥΨΙΣ: [12, 229, 360, 246]
- section-subheadline: ΔΙΗΡΗΜΕΝΑΙ ΑΙ ΓΝΩΜΑΙ ΤΩΝ ΑΓΓΛΩΝ ΥΠΟΥΡΓΩΝ: [1141, 634, 1557, 651]
- section-headline: ΤΑ ΕΝ ΑΓΓΛΙΑ: [889, 1875, 1090, 1897]
- article-body: Πληροφορούμεθα ότι κατά την χθεσινήν συνεδρίασιν του Υπουργικού Συμβουλίου συνεζητήθη το ζήτημα των αποζημιώσεων. Η Κυβέρνησις απεφάσισε να προβή εις την λήψιν των αναγκαίων μέτρων. Εξ άλλου ο κ. Πρωθυπουργός δέχεται σήμερον τους αρχηγούς των κομμάτων.: [678, 1392, 880, 1533]
- article-body: Η αστυνομία είχε λάβει αυστηρά μέτρα. Οι σιγαροποιοί εζήτησαν να μην εφαρμοσθή το νέον σύστημα παραγωγής, το οποίον θα καταστρέψη χιλιάδας οικογενειών. Εξήλθον εις την οδόν και ωδήγησαν εις το Υπουργείον. Ο κ. Ράλλης ηρνήθη να δεχθή την επιτροπήν. Η Ομοσπονδία απεφάσισε να προκηρύξη γενικήν απεργίαν.: [614, 345, 848, 497]
- article-body: Διά Β. Διαταγμάτων εγένετο η μετάθεσις των κάτωθι καθηγητών και δημοδιδασκάλων: Εις τα Γυμνάσια Αθηνών, Πειραιώς, Πατρών, Βόλου, Λαρίσης και Καλαμών διορίζονται οι κάτωθι. Εις τας Αστικάς Σχολάς μετατίθενται. Εις το Διδασκαλείον Αθηνών. Υπηρετούντες εις τας επαρχίας. Εκπαιδευτικοί του Πειραιώς και αναπληρωταί.: [678, 1911, 880, 2080]
- ad-headline: ΥΠΟΔΗΜΑΤΑ: [378, 1312, 663, 1357]
- ad-body: Αθήναι, Σταδίου 11 — Τηλέφωνον 8-39. ΠΕΙΡΑΙΕΥΣ — ΣΜΥΡΝΗ — ΟΔΗΣΣΟΣ. ΤΟ ΠΛΟΥΣΙΩΤΕΡΟΝ ΧΑΡΤΟΠΩΛΕΙΟΝ. Χάρται, βιβλία σχολικά και γραφική ύλη εις τιμάς συναγωνισμού. ΓΡΑΦΟΜΗΧΑΝΑΙ.: [12, 815, 360, 872]
- ad-headline: ΙΔΟΥ Η ΑΛΗΘΕΙΑ: [12, 878, 360, 906]
- latest-news-columns: [1104, 174, 1594, 329]
- section-headline: Η ΕΠΑΝΟΔΟΣ ΤΟΥ ΚΩΝΣΤΑΝΤΙΝΟΥ: [1355, 803, 1594, 817]
